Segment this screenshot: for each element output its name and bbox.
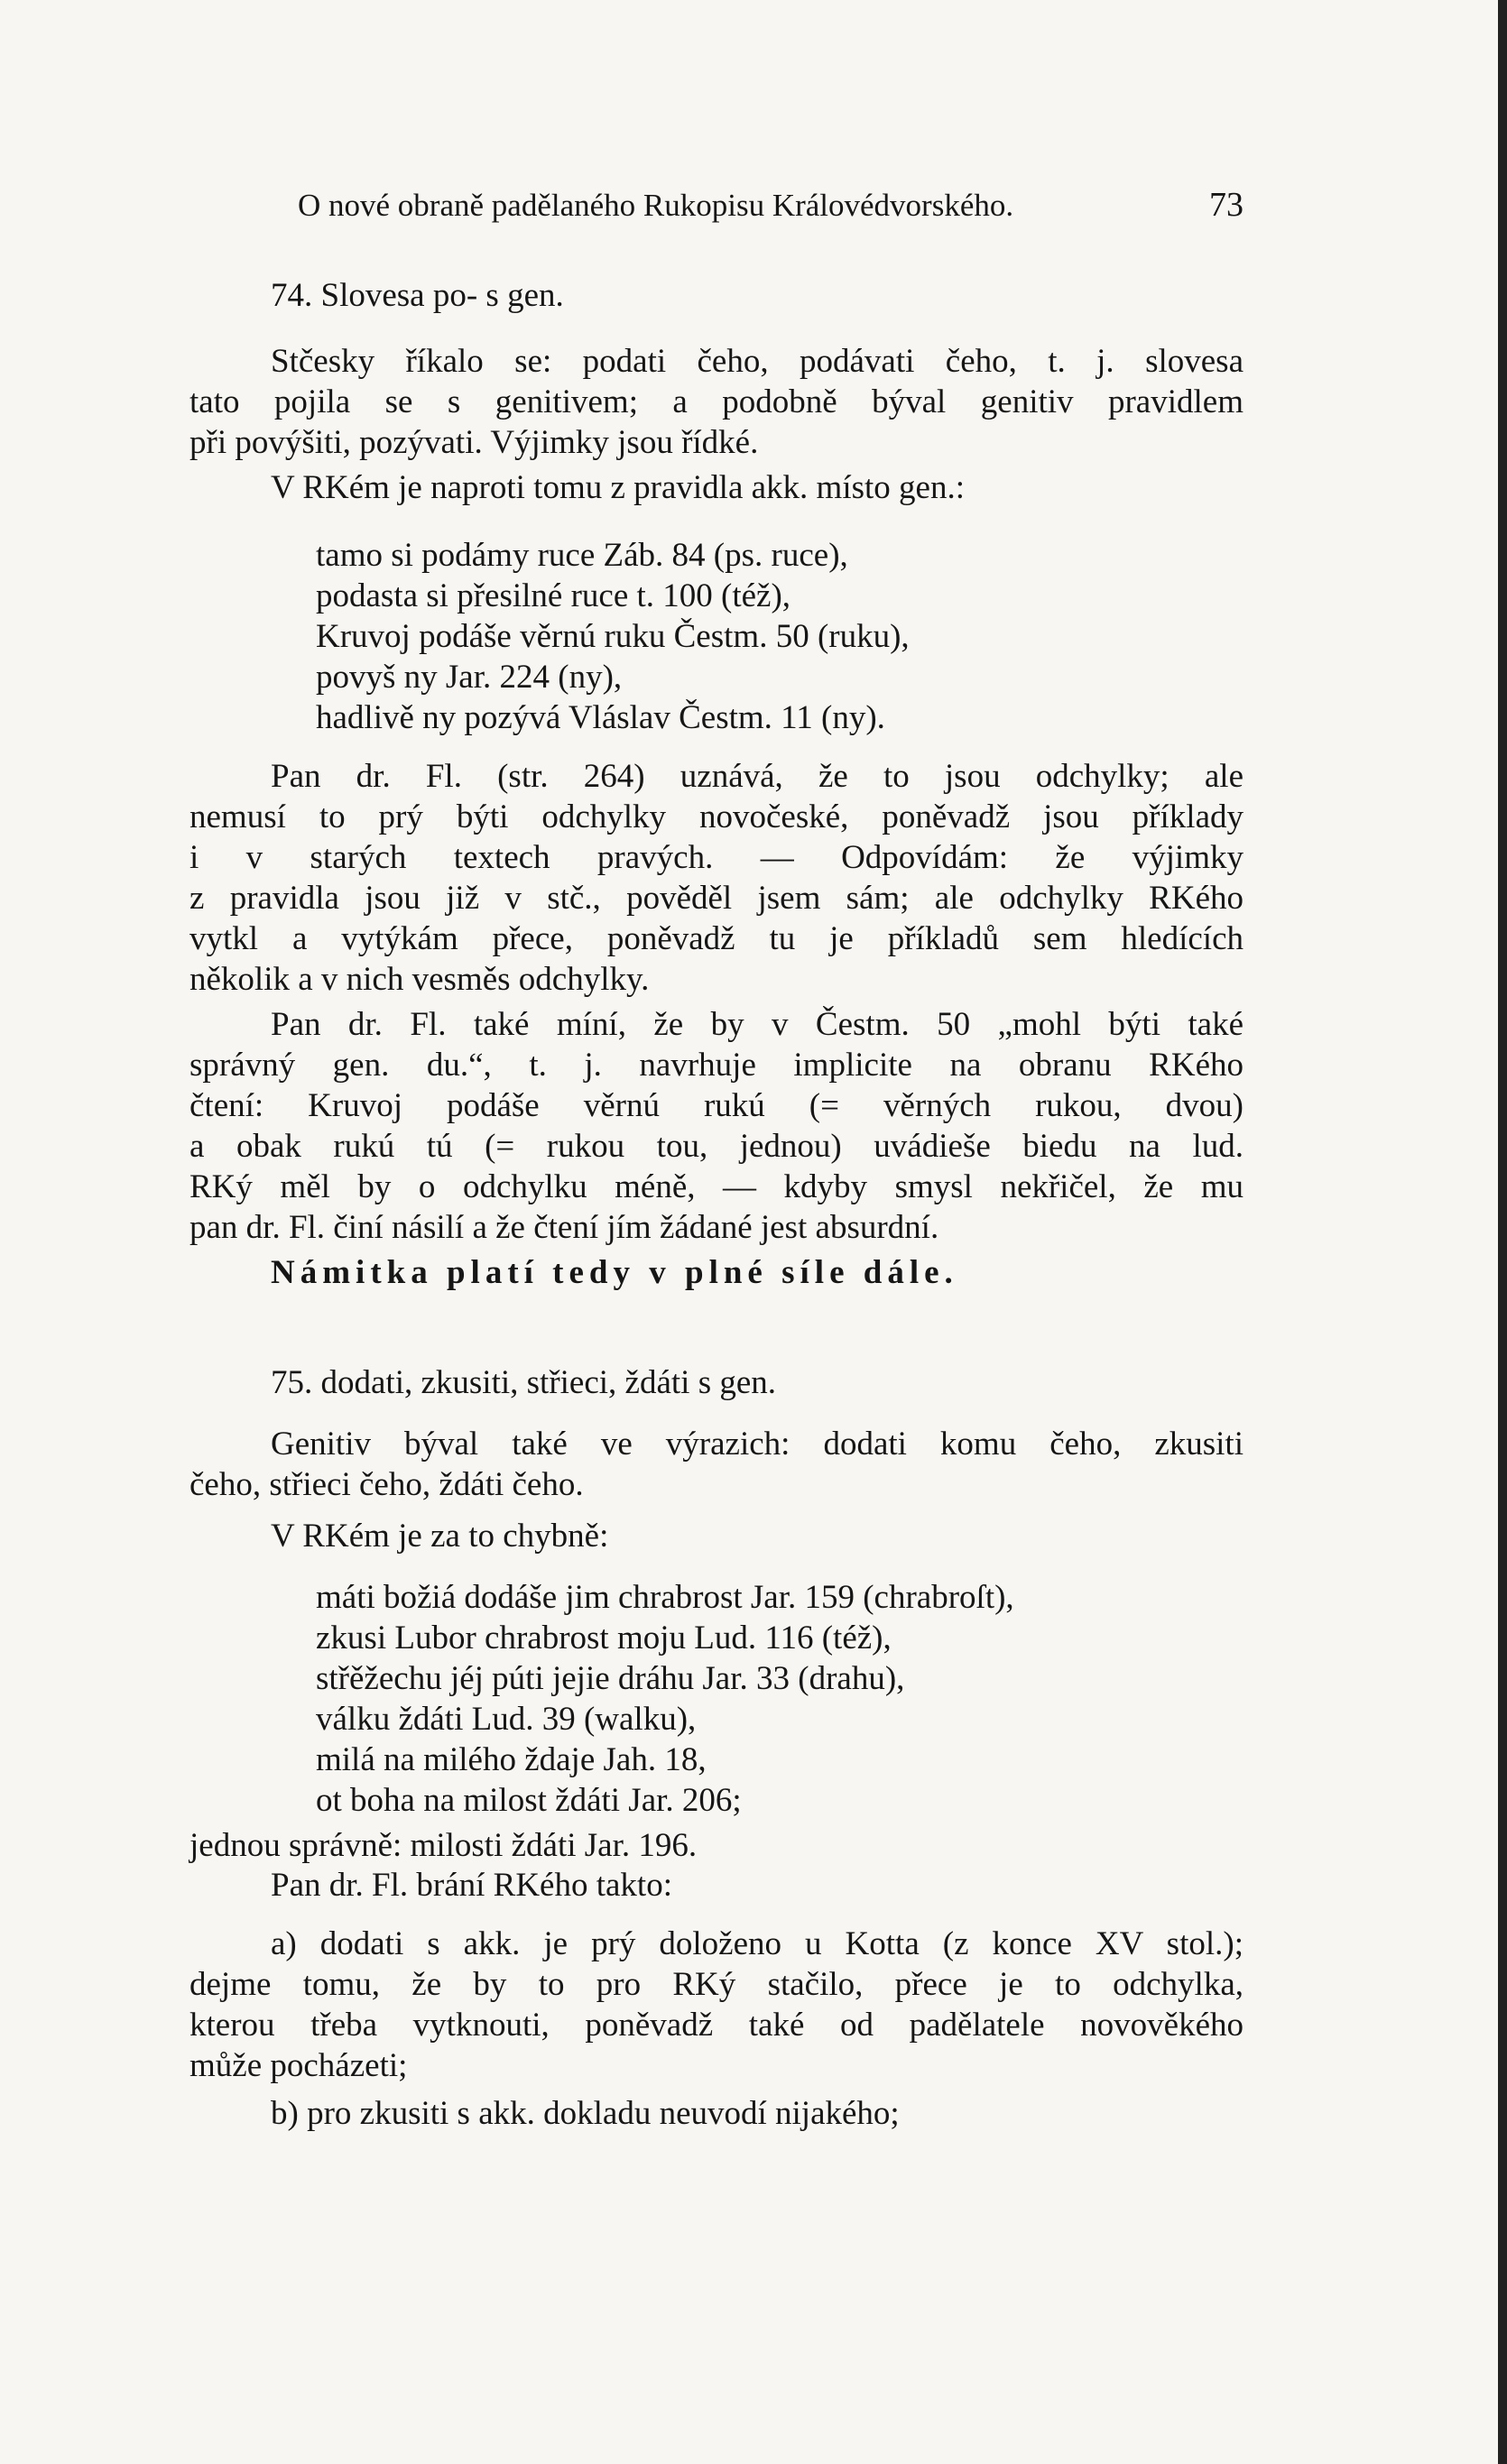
text-line: kterou třeba vytknouti, poněvadž také od padělatele novověkého bbox=[190, 2007, 1244, 2044]
text-line: jednou správně: milosti ždáti Jar. 196. bbox=[190, 1827, 698, 1864]
text-line: čtení: Kruvoj podáše věrnú rukú (= věrných rukou, dvou) bbox=[190, 1087, 1244, 1124]
example-line: tamo si podámy ruce Záb. 84 (ps. ruce), bbox=[316, 537, 848, 574]
example-line: máti božiá dodáše jim chrabrost Jar. 159 (chrabroſt), bbox=[316, 1579, 1014, 1616]
section-75-paragraph-3 bbox=[190, 1825, 1244, 1866]
text-line: V RKém je naproti tomu z pravidla akk. místo gen.: bbox=[271, 469, 965, 506]
section-74-examples bbox=[190, 535, 1244, 738]
text-line: tato pojila se s genitivem; a podobně býval genitiv pravidlem bbox=[190, 383, 1244, 420]
section-75-item-b bbox=[190, 2093, 1244, 2134]
text-line: Pan dr. Fl. brání RKého takto: bbox=[271, 1867, 672, 1904]
page-edge bbox=[1498, 0, 1507, 2464]
text-line: a obak rukú tú (= rukou tou, jednou) uvádieše biedu na lud. bbox=[190, 1128, 1244, 1165]
section-74-paragraph-1 bbox=[190, 341, 1244, 463]
text-line: a) dodati s akk. je prý doloženo u Kotta (z konce XV stol.); bbox=[271, 1925, 1244, 1962]
text-line: V RKém je za to chybně: bbox=[271, 1518, 609, 1555]
text-line: z pravidla jsou již v stč., pověděl jsem sám; ale odchylky RKého bbox=[190, 880, 1244, 917]
section-heading: 75. dodati, zkusiti, střieci, ždáti s gen. bbox=[271, 1364, 777, 1401]
text-line: i v starých textech pravých. — Odpovídám: že výjimky bbox=[190, 839, 1244, 876]
section-75 bbox=[190, 1362, 1244, 1403]
example-line: podasta si přesilné ruce t. 100 (též), bbox=[316, 577, 791, 614]
text-line: Pan dr. Fl. (str. 264) uznává, že to jsou odchylky; ale bbox=[271, 758, 1244, 795]
text-line: pan dr. Fl. činí násilí a že čtení jím žádané jest absurdní. bbox=[190, 1209, 939, 1246]
text-line: b) pro zkusiti s akk. dokladu neuvodí nijakého; bbox=[271, 2095, 900, 2132]
section-74 bbox=[190, 275, 1244, 316]
section-75-paragraph-1 bbox=[190, 1424, 1244, 1505]
section-75-paragraph-4 bbox=[190, 1865, 1244, 1906]
text-line: při povýšiti, pozývati. Výjimky jsou řídké. bbox=[190, 424, 759, 461]
conclusion-line: Námitka platí tedy v plné síle dále. bbox=[271, 1254, 958, 1291]
section-74-paragraph-4 bbox=[190, 1004, 1244, 1248]
section-74-paragraph-3 bbox=[190, 756, 1244, 1000]
example-line: střěžechu jéj púti jejie dráhu Jar. 33 (drahu), bbox=[316, 1660, 905, 1697]
example-line: ot boha na milost ždáti Jar. 206; bbox=[316, 1782, 742, 1819]
text-line: čeho, střieci čeho, ždáti čeho. bbox=[190, 1466, 584, 1503]
example-line: zkusi Lubor chrabrost moju Lud. 116 (též), bbox=[316, 1620, 892, 1657]
section-74-conclusion bbox=[190, 1252, 1244, 1293]
section-heading: 74. Slovesa po- s gen. bbox=[271, 277, 564, 314]
example-line: povyš ny Jar. 224 (ny), bbox=[316, 659, 623, 696]
page-number: 73 bbox=[1209, 186, 1244, 224]
section-74-paragraph-2 bbox=[190, 467, 1244, 508]
section-75-paragraph-2 bbox=[190, 1516, 1244, 1556]
text-line: několik a v nich vesměs odchylky. bbox=[190, 961, 650, 998]
text-line: správný gen. du.“, t. j. navrhuje implicite na obranu RKého bbox=[190, 1047, 1244, 1084]
section-75-item-a bbox=[190, 1924, 1244, 2086]
example-line: Kruvoj podáše věrnú ruku Čestm. 50 (ruku), bbox=[316, 618, 910, 655]
example-line: válku ždáti Lud. 39 (walku), bbox=[316, 1701, 697, 1738]
text-line: Stčesky říkalo se: podati čeho, podávati čeho, t. j. slovesa bbox=[271, 343, 1244, 380]
text-line: RKý měl by o odchylku méně, — kdyby smysl nekřičel, že mu bbox=[190, 1168, 1244, 1205]
text-line: může pocházeti; bbox=[190, 2047, 408, 2084]
example-line: hadlivě ny pozývá Vláslav Čestm. 11 (ny). bbox=[316, 699, 885, 736]
text-line: dejme tomu, že by to pro RKý stačilo, přece je to odchylka, bbox=[190, 1966, 1244, 2003]
text-line: vytkl a vytýkám přece, poněvadž tu je příkladů sem hledících bbox=[190, 920, 1244, 957]
text-line: Genitiv býval také ve výrazich: dodati komu čeho, zkusiti bbox=[271, 1426, 1244, 1463]
text-line: nemusí to prý býti odchylky novočeské, poněvadž jsou příklady bbox=[190, 798, 1244, 835]
example-line: milá na milého ždaje Jah. 18, bbox=[316, 1741, 707, 1778]
section-75-examples bbox=[190, 1577, 1244, 1821]
running-title: O nové obraně padělaného Rukopisu Královédvorského. bbox=[298, 188, 1014, 223]
text-line: Pan dr. Fl. také míní, že by v Čestm. 50 „mohl býti také bbox=[271, 1006, 1244, 1043]
